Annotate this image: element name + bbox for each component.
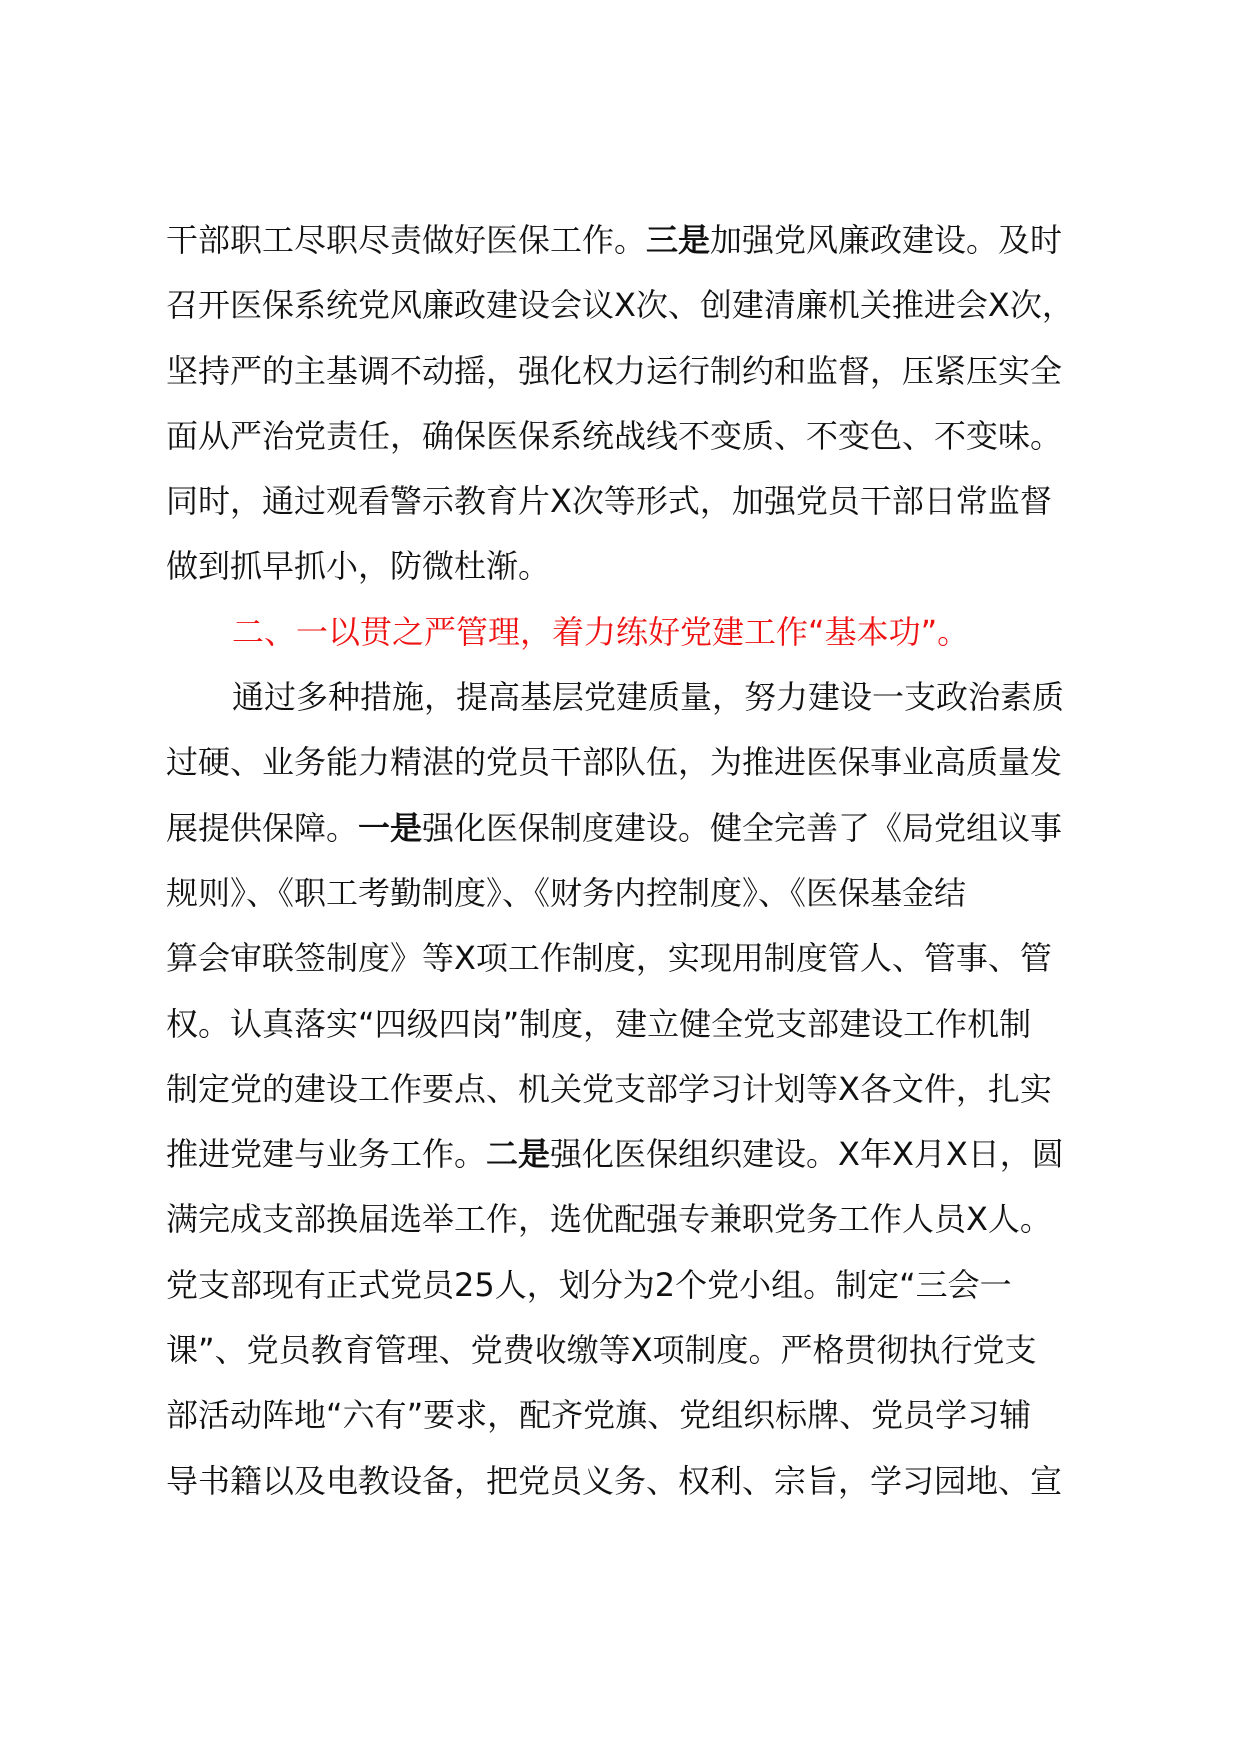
line-text: 加强党风廉政建设。及时 (710, 221, 1063, 259)
paragraph-line (166, 1122, 1106, 1187)
paragraph-line (166, 1057, 1106, 1122)
paragraph-line (166, 534, 1106, 599)
paragraph-line (166, 730, 1106, 795)
emphasis-text: 一是 (358, 808, 423, 847)
line-text: 推进党建与业务工作。 (166, 1135, 487, 1174)
paragraph-line (166, 1383, 1106, 1448)
line-text: 同时，通过观看警示教育片X次等形式，加强党员干部日常监督 (166, 482, 1052, 521)
line-text: 过硬、业务能力精湛的党员干部队伍，为推进医保事业高质量发 (166, 743, 1063, 782)
line-text: 坚持严的主基调不动摇，强化权力运行制约和监督，压紧压实全 (166, 351, 1063, 390)
paragraph-line (166, 404, 1106, 469)
line-text: 展提供保障。 (166, 808, 359, 847)
emphasis-text: 三是 (646, 221, 711, 259)
paragraph-line (166, 665, 1106, 730)
paragraph-line (166, 208, 1106, 273)
line-text: 强化医保制度建设。健全完善了《局党组议事 (422, 808, 1063, 847)
paragraph-line (166, 339, 1106, 404)
paragraph-line (166, 796, 1106, 861)
line-text: 面从严治党责任，确保医保系统战线不变质、不变色、不变味。 (166, 416, 1063, 455)
line-text: 制定党的建设工作要点、机关党支部学习计划等X各文件，扎实 (166, 1069, 1052, 1108)
paragraph-line (166, 1253, 1106, 1318)
line-text: 规则》、《职工考勤制度》、《财务内控制度》、《医保基金结 (166, 873, 967, 912)
line-text: 做到抓早抓小，防微杜渐。 (166, 547, 551, 586)
line-text: 导书籍以及电教设备，把党员义务、权利、宗旨，学习园地、宣 (166, 1461, 1063, 1500)
paragraph-line (166, 1449, 1106, 1514)
line-text: 干部职工尽职尽责做好医保工作。 (166, 221, 647, 259)
paragraph-line (166, 1187, 1106, 1252)
line-text: 通过多种措施，提高基层党建质量，努力建设一支政治素质 (232, 678, 1065, 717)
paragraph-line (166, 1318, 1106, 1383)
line-text: 满完成支部换届选举工作，选优配强专兼职党务工作人员X人。 (166, 1200, 1052, 1239)
line-text: 党支部现有正式党员25人，划分为2个党小组。制定“三会一 (166, 1265, 1012, 1304)
line-text: 算会审联签制度》等X项工作制度，实现用制度管人、管事、管 (166, 939, 1052, 978)
line-text: 部活动阵地“六有”要求，配齐党旗、党组织标牌、党员学习辅 (166, 1396, 1032, 1435)
document-body (166, 208, 1106, 1514)
line-text: 二、一以贯之严管理，着力练好党建工作“基本功”。 (232, 612, 970, 651)
paragraph-line (166, 926, 1106, 991)
line-text: 强化医保组织建设。X年X月X日，圆 (550, 1135, 1064, 1174)
paragraph-line (166, 861, 1106, 926)
emphasis-text: 二是 (486, 1135, 551, 1174)
line-text: 召开医保系统党风廉政建设会议X次、创建清廉机关推进会X次， (166, 286, 1074, 325)
paragraph-line (166, 469, 1106, 534)
section-heading (166, 600, 1106, 665)
line-text: 课”、党员教育管理、党费收缴等X项制度。严格贯彻执行党支 (166, 1331, 1037, 1370)
paragraph-line (166, 992, 1106, 1057)
line-text: 权。认真落实“四级四岗”制度，建立健全党支部建设工作机制 (166, 1004, 1032, 1043)
paragraph-line (166, 273, 1106, 338)
